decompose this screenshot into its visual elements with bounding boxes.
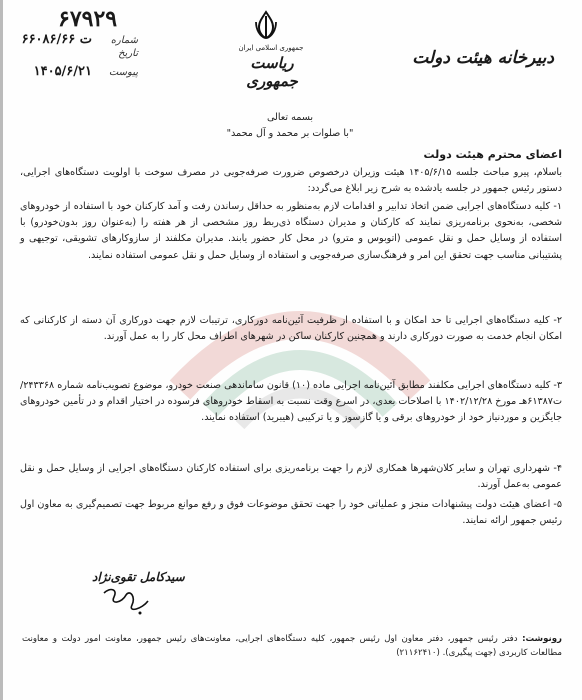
meta-row: شماره ۶۶۰۸۶/ت ۶۶ <box>21 32 138 47</box>
cc-label: رونوشت: <box>522 634 562 644</box>
page-edge <box>0 0 3 700</box>
letter-meta <box>8 6 138 80</box>
carbon-copy <box>22 632 562 660</box>
meta-row: تاریخ <box>118 48 138 59</box>
item-2: ۲- کلیه دستگاه‌های اجرایی تا حد امکان و با استفاده از ظرفیت آئین‌نامه دورکاری، ترتیبات لازم جهت دورکاری آن دسته از کارکنانی که امکان انجام خدمت به صورت دورکاری دارند و همچنین کارکنان ساکن در شهرهای اطراف محل کار را به عمل آورند. <box>20 315 562 343</box>
handwritten-signature <box>96 583 166 619</box>
salawat: "با صلوات بر محمد و آل محمد" <box>226 128 354 139</box>
item-5: ۵- اعضای هیئت دولت پیشنهادات منجز و عملیاتی خود را جهت تحقق موضوعات فوق و رفع موانع مربوط جهت تصمیم‌گیری به معاون اول رئیس جمهور ارائه نمایند. <box>20 499 562 527</box>
cc-recipients: دفتر رئیس جمهور، دفتر معاون اول رئیس جمهور، کلیه دستگاه‌های اجرایی، معاونت‌های رئیس جمهور، معاونت امور دولت و معاونت مطالعات کاربردی (جهت پیگیری). (۲۱۱۶۲۴۱۰) <box>22 634 562 658</box>
org-name: جمهوری اسلامی ایران <box>238 44 304 52</box>
meta-row: پیوست ۱۴۰۵/۶/۲۱ <box>33 64 138 79</box>
emblem <box>236 10 296 44</box>
secretariat-title: دبیرخانه هیئت دولت <box>412 48 554 68</box>
item-1: ۱- کلیه دستگاه‌های اجرایی ضمن اتخاذ تدابیر و اقدامات لازم به‌منظور به حداقل رساندن رفت و آمد کارکنان خود با استفاده از خودروهای شخصی، به‌نحوی برنامه‌ریزی نمایند که کارکنان و مدیران دستگاه ذی‌ربط روز مشخصی از هر هفته را (به‌عنوان روز بدون‌خودرو) با استفاده از وسایل حمل و نقل عمومی (اتوبوس و مترو) در محل کار حضور یابند. مدیران مکلفند از سازوکارهای تشویقی، توجیهی و پشتیبانی مناسب جهت تحقق این امر و فرهنگ‌سازی صرفه‌جویی و استفاده از وسایل حمل و نقل عمومی استفاده نمایند. <box>20 201 562 261</box>
presidency-title: ریاست جمهوری <box>246 54 298 90</box>
addressee: اعضای محترم هیئت دولت <box>423 148 562 161</box>
intro-paragraph: باسلام، پیرو مباحث جلسه ۱۴۰۵/۶/۱۵ هیئت وزیران درخصوص ضرورت صرفه‌جویی در مصرف سوخت با اولویت دستگاه‌های اجرایی، دستور رئیس جمهور در جلسه یادشده به شرح زیر ابلاغ می‌گردد: <box>20 167 562 195</box>
item-3: ۳- کلیه دستگاه‌های اجرایی مکلفند مطابق آئین‌نامه اجرایی ماده (۱۰) قانون ساماندهی صنعت خودرو، موضوع تصویب‌نامه شماره ۲۴۳۳۶۸/ت۶۱۳۸۷هـ مورخ ۱۴۰۲/۱۲/۲۸ با اصلاحات بعدی، در اسرع وقت نسبت به اسقاط خودروهای فرسوده در اختیار اقدام و در تأمین خودروهای جایگزین و موردنیاز خود از خودروهای برقی و یا گازسوز و یا ترکیبی (هیبرید) استفاده نمایند. <box>20 380 562 424</box>
letter-number: ۶۷۹۲۹ <box>58 6 118 32</box>
iran-emblem-icon <box>253 10 279 40</box>
item-4: ۴- شهرداری تهران و سایر کلان‌شهرها همکاری لازم را جهت برنامه‌ریزی برای استفاده کارکنان دستگاه‌های اجرایی از وسایل حمل و نقل عمومی به‌عمل آورند. <box>20 463 562 491</box>
signatory-name: سیدکامل تقوی‌نژاد <box>92 570 185 584</box>
invocation: بسمه تعالی <box>266 112 314 123</box>
